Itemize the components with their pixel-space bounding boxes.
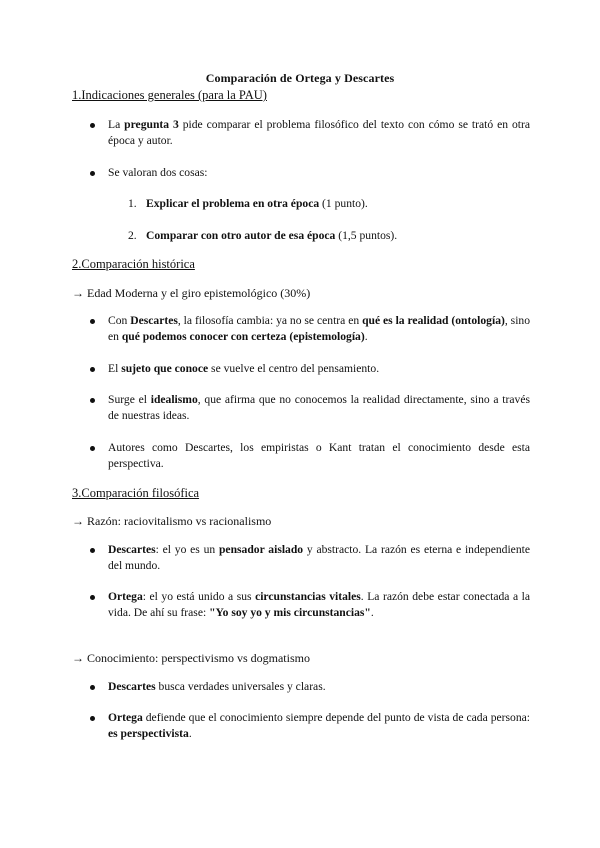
bullet-icon xyxy=(90,716,95,721)
numbered-item: 2. Comparar con otro autor de esa época (1,5 puntos). xyxy=(128,229,398,242)
list-item xyxy=(90,542,530,574)
bullet-icon xyxy=(90,367,95,372)
list-item xyxy=(90,589,530,621)
subheading: → Edad Moderna y el giro epistemológico (30%) xyxy=(72,286,311,300)
item-bold-text: Comparar con otro autor de esa época xyxy=(146,229,336,242)
list-item-text: Ortega: el yo está unido a sus circunstancias vitales. La razón debe estar conectada a la vida. De ahí su frase: "Yo soy yo y mis circunstancias". xyxy=(108,590,531,619)
list-item-text: Autores como Descartes, los empiristas o Kant tratan el conocimiento desde esta perspectiva. xyxy=(108,441,530,470)
section-3-heading: 3.Comparación filosófica xyxy=(72,486,200,500)
bullet-icon xyxy=(90,595,95,600)
subheading: → Razón: raciovitalismo vs racionalismo xyxy=(72,514,272,528)
list-item-text: El sujeto que conoce se vuelve el centro del pensamiento. xyxy=(108,362,380,375)
list-item xyxy=(90,392,530,424)
bullet-icon xyxy=(90,548,95,553)
section-1-heading: 1.Indicaciones generales (para la PAU) xyxy=(72,88,267,102)
numbered-item: 1. Explicar el problema en otra época (1 punto). xyxy=(128,197,368,210)
list-item xyxy=(90,361,530,377)
bullet-icon xyxy=(90,685,95,690)
item-bold-text: Explicar el problema en otra época xyxy=(146,197,320,210)
bullet-icon xyxy=(90,319,95,324)
list-item xyxy=(90,679,530,695)
list-item-text: La pregunta 3 pide comparar el problema filosófico del texto con cómo se trató en otra época y autor. xyxy=(108,118,530,147)
bullet-icon xyxy=(90,398,95,403)
list-item xyxy=(90,165,530,181)
bullet-icon xyxy=(90,171,95,176)
list-item-text: Descartes: el yo es un pensador aislado y abstracto. La razón es eterna e independiente del mundo. xyxy=(108,543,530,572)
list-item xyxy=(90,440,530,472)
document-title: Comparación de Ortega y Descartes xyxy=(205,71,395,85)
bullet-icon xyxy=(90,123,95,128)
item-number: 2. xyxy=(128,229,137,242)
list-item xyxy=(90,313,530,345)
list-item-text: Se valoran dos cosas: xyxy=(108,166,208,179)
section-2-heading: 2.Comparación histórica xyxy=(72,257,195,271)
list-item xyxy=(90,117,530,149)
list-item-text: Descartes busca verdades universales y claras. xyxy=(108,680,326,693)
list-item-text: Ortega defiende que el conocimiento siempre depende del punto de vista de cada persona: es perspectivista. xyxy=(108,711,530,740)
item-number: 1. xyxy=(128,197,137,210)
list-item-text: Surge el idealismo, que afirma que no conocemos la realidad directamente, sino a través de nuestras ideas. xyxy=(108,393,530,422)
bullet-icon xyxy=(90,446,95,451)
list-item xyxy=(90,710,530,742)
list-item-text: Con Descartes, la filosofía cambia: ya no se centra en qué es la realidad (ontología), sino en qué podemos conocer con certeza (epistemología). xyxy=(108,314,531,343)
subheading: → Conocimiento: perspectivismo vs dogmatismo xyxy=(72,651,310,665)
